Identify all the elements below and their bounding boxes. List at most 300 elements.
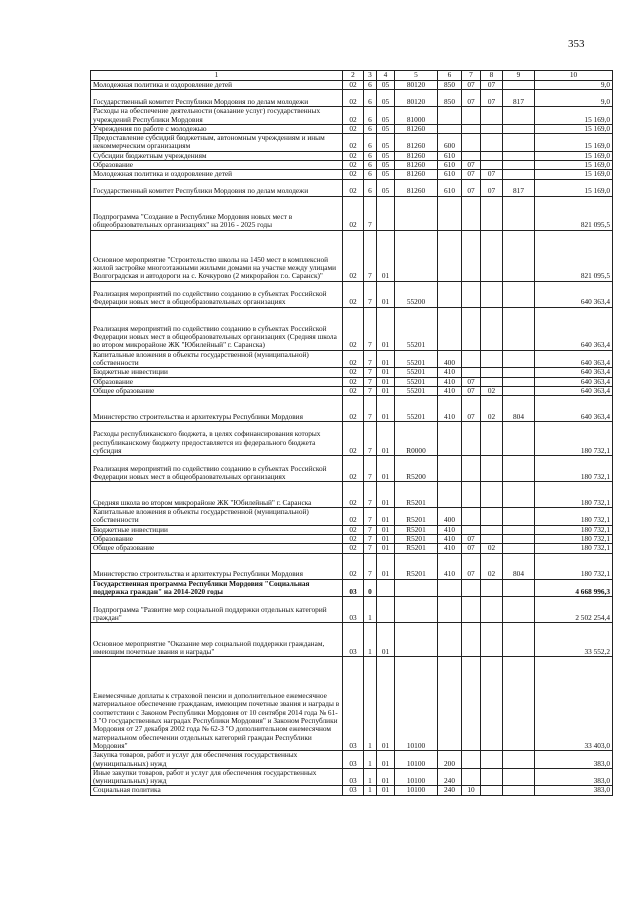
item-name-cell: Реализация мероприятий по содействию созданию в субъектах Российской Федерации новых мест в общеобразовательных организациях [91,456,343,482]
ministry-code-cell [503,508,535,526]
item-name-cell: Государственная программа Республики Мордовия "Социальная поддержка граждан" на 2014-2020 годы [91,579,343,597]
table-row [91,482,613,508]
target-code-cell: 81260 [395,134,438,152]
program-code-cell: 7 [364,508,377,526]
ministry-code-cell [503,134,535,152]
item-name-cell: Министерство строительства и архитектуры Республики Мордовия [91,396,343,422]
item-name-cell: Иные закупки товаров, работ и услуг для обеспечения государственных (муниципальных) нужд [91,768,343,786]
subprogram-code-cell: 01 [377,456,395,482]
program-code-cell: 1 [364,597,377,623]
expense-type-cell: 610 [438,179,462,196]
ministry-code-cell [503,657,535,751]
program-code-cell: 7 [364,368,377,377]
expense-type-cell [438,107,462,125]
program-code-cell: 7 [364,482,377,508]
amount-cell: 9,0 [535,90,613,107]
subprogram-code-cell: 01 [377,368,395,377]
subprogram-code-cell: 01 [377,525,395,534]
ministry-code-cell [503,170,535,179]
section-code-cell: 02 [343,508,364,526]
subdivision-cell: 02 [481,386,503,395]
division-cell: 07 [462,170,481,179]
item-name-cell: Подпрограмма "Создание в Республике Мордовия новых мест в общеобразовательных организациях" на 2016 - 2025 годы [91,196,343,230]
subprogram-code-cell: 01 [377,422,395,456]
table-row [91,786,613,795]
program-code-cell: 7 [364,544,377,553]
table-row [91,307,613,350]
program-code-cell: 7 [364,386,377,395]
expense-type-cell [438,597,462,623]
subdivision-cell [481,151,503,160]
expense-type-cell: 410 [438,553,462,579]
subdivision-cell [481,377,503,386]
section-code-cell: 02 [343,124,364,133]
table-row [91,230,613,281]
target-code-cell: R5201 [395,544,438,553]
subdivision-cell [481,350,503,368]
target-code-cell: 55201 [395,307,438,350]
subdivision-cell [481,230,503,281]
ministry-code-cell [503,281,535,307]
section-code-cell: 02 [343,386,364,395]
item-name-cell: Молодежная политика и оздоровление детей [91,170,343,179]
subprogram-code-cell: 01 [377,786,395,795]
expense-type-cell: 400 [438,350,462,368]
target-code-cell: R5200 [395,456,438,482]
table-row [91,768,613,786]
division-cell: 07 [462,386,481,395]
ministry-code-cell: 817 [503,90,535,107]
target-code-cell: 10100 [395,751,438,769]
program-code-cell: 6 [364,134,377,152]
section-code-cell: 02 [343,396,364,422]
subdivision-cell [481,623,503,657]
section-code-cell: 02 [343,107,364,125]
ministry-code-cell [503,196,535,230]
amount-cell: 180 732,1 [535,553,613,579]
target-code-cell: 81260 [395,161,438,170]
division-cell: 07 [462,377,481,386]
amount-cell: 15 169,0 [535,179,613,196]
subprogram-code-cell: 01 [377,396,395,422]
section-code-cell: 02 [343,81,364,90]
table-row [91,179,613,196]
item-name-cell: Ежемесячные доплаты к страховой пенсии и дополнительное ежемесячное материальное обеспечение гражданам, имеющим почетные звания и награды в соответствии с Законом Республики Мордовия от 10 сентября 2014 года № 61-З "О государственных наградах Республики Мордовия" и Законом Республики Мордовия от 27 декабря 2002 года № 62-З "О дополнительном ежемесячном материальном обеспечении отдельных категорий граждан Республики Мордовия" [91,657,343,751]
program-code-cell: 6 [364,179,377,196]
subdivision-cell [481,786,503,795]
target-code-cell: R5201 [395,553,438,579]
section-code-cell: 02 [343,281,364,307]
division-cell [462,151,481,160]
table-row [91,525,613,534]
section-code-cell: 03 [343,623,364,657]
header-row [91,71,613,81]
amount-cell: 640 363,4 [535,396,613,422]
target-code-cell: 81260 [395,170,438,179]
division-cell [462,368,481,377]
item-name-cell: Министерство строительства и архитектуры Республики Мордовия [91,553,343,579]
section-code-cell: 03 [343,579,364,597]
subprogram-code-cell: 05 [377,134,395,152]
program-code-cell: 7 [364,553,377,579]
expense-type-cell [438,657,462,751]
ministry-code-cell [503,456,535,482]
amount-cell: 180 732,1 [535,482,613,508]
target-code-cell: 55201 [395,386,438,395]
target-code-cell: R5201 [395,508,438,526]
division-cell: 07 [462,535,481,544]
target-code-cell: 55201 [395,368,438,377]
subprogram-code-cell: 01 [377,482,395,508]
table-row [91,422,613,456]
program-code-cell: 7 [364,456,377,482]
table-row [91,508,613,526]
section-code-cell: 02 [343,456,364,482]
target-code-cell [395,623,438,657]
subdivision-cell: 07 [481,179,503,196]
target-code-cell: 80120 [395,81,438,90]
table-row [91,90,613,107]
subprogram-code-cell: 01 [377,386,395,395]
program-code-cell: 1 [364,768,377,786]
amount-cell: 180 732,1 [535,535,613,544]
item-name-cell: Капитальные вложения в объекты государственной (муниципальной) собственности [91,350,343,368]
expense-type-cell [438,482,462,508]
ministry-code-cell [503,786,535,795]
amount-cell: 15 169,0 [535,151,613,160]
program-code-cell: 6 [364,90,377,107]
subdivision-cell [481,525,503,534]
subprogram-code-cell: 01 [377,230,395,281]
section-code-cell: 03 [343,751,364,769]
subdivision-cell [481,196,503,230]
table-row [91,134,613,152]
amount-cell: 180 732,1 [535,508,613,526]
item-name-cell: Государственный комитет Республики Мордовия по делам молодежи [91,90,343,107]
subdivision-cell [481,281,503,307]
ministry-code-cell [503,307,535,350]
ministry-code-cell [503,535,535,544]
ministry-code-cell [503,368,535,377]
expense-type-cell [438,230,462,281]
table-row [91,350,613,368]
table-row [91,196,613,230]
ministry-code-cell [503,124,535,133]
target-code-cell [395,230,438,281]
amount-cell: 383,0 [535,786,613,795]
section-code-cell: 02 [343,307,364,350]
item-name-cell: Образование [91,377,343,386]
section-code-cell: 02 [343,196,364,230]
target-code-cell: 10100 [395,786,438,795]
table-row [91,657,613,751]
ministry-code-cell [503,386,535,395]
item-name-cell: Образование [91,161,343,170]
amount-cell: 15 169,0 [535,124,613,133]
division-cell [462,281,481,307]
ministry-code-cell [503,151,535,160]
amount-cell: 33 403,0 [535,657,613,751]
program-code-cell: 6 [364,107,377,125]
ministry-code-cell [503,579,535,597]
division-cell [462,508,481,526]
item-name-cell: Бюджетные инвестиции [91,525,343,534]
division-cell: 07 [462,544,481,553]
target-code-cell: 55201 [395,377,438,386]
division-cell [462,525,481,534]
table-row [91,579,613,597]
item-name-cell: Средняя школа во втором микрорайоне ЖК "Юбилейный" г. Саранска [91,482,343,508]
target-code-cell: 55201 [395,350,438,368]
column-header: 1 [91,71,343,81]
expense-type-cell: 400 [438,508,462,526]
division-cell [462,422,481,456]
target-code-cell [395,579,438,597]
target-code-cell: 10100 [395,768,438,786]
subprogram-code-cell: 05 [377,151,395,160]
section-code-cell: 02 [343,553,364,579]
amount-cell: 2 502 254,4 [535,597,613,623]
item-name-cell: Общее образование [91,544,343,553]
division-cell [462,230,481,281]
table-row [91,456,613,482]
target-code-cell: 81000 [395,107,438,125]
division-cell [462,597,481,623]
ministry-code-cell [503,81,535,90]
subprogram-code-cell: 01 [377,350,395,368]
column-header: 8 [481,71,503,81]
subprogram-code-cell: 01 [377,508,395,526]
section-code-cell: 02 [343,151,364,160]
target-code-cell [395,196,438,230]
item-name-cell: Закупка товаров, работ и услуг для обеспечения государственных (муниципальных) нужд [91,751,343,769]
item-name-cell: Государственный комитет Республики Мордовия по делам молодежи [91,179,343,196]
item-name-cell: Капитальные вложения в объекты государственной (муниципальной) собственности [91,508,343,526]
subdivision-cell: 02 [481,544,503,553]
expense-type-cell: 410 [438,386,462,395]
target-code-cell: R5201 [395,535,438,544]
target-code-cell: 80120 [395,90,438,107]
subdivision-cell [481,422,503,456]
division-cell [462,579,481,597]
subprogram-code-cell: 01 [377,281,395,307]
section-code-cell: 02 [343,230,364,281]
expense-type-cell: 600 [438,134,462,152]
table-row [91,368,613,377]
subprogram-code-cell [377,579,395,597]
program-code-cell: 7 [364,525,377,534]
division-cell [462,768,481,786]
subdivision-cell: 07 [481,90,503,107]
subprogram-code-cell [377,196,395,230]
amount-cell: 9,0 [535,81,613,90]
section-code-cell: 02 [343,368,364,377]
subdivision-cell: 07 [481,81,503,90]
target-code-cell: R5201 [395,525,438,534]
division-cell [462,657,481,751]
division-cell [462,196,481,230]
ministry-code-cell [503,161,535,170]
subdivision-cell [481,482,503,508]
program-code-cell: 7 [364,377,377,386]
section-code-cell: 02 [343,377,364,386]
ministry-code-cell [503,751,535,769]
program-code-cell: 1 [364,786,377,795]
section-code-cell: 03 [343,597,364,623]
section-code-cell: 02 [343,535,364,544]
item-name-cell: Расходы республиканского бюджета, в целях софинансирования которых республиканскому бюджету предоставляется из федерального бюджета субсидия [91,422,343,456]
program-code-cell: 7 [364,196,377,230]
program-code-cell: 7 [364,422,377,456]
subprogram-code-cell: 01 [377,377,395,386]
target-code-cell: 55200 [395,281,438,307]
subprogram-code-cell: 01 [377,657,395,751]
subprogram-code-cell: 05 [377,161,395,170]
table-row [91,151,613,160]
section-code-cell: 03 [343,657,364,751]
amount-cell: 180 732,1 [535,422,613,456]
subprogram-code-cell: 01 [377,535,395,544]
division-cell: 07 [462,90,481,107]
program-code-cell: 7 [364,281,377,307]
item-name-cell: Образование [91,535,343,544]
subdivision-cell [481,107,503,125]
target-code-cell: 81260 [395,179,438,196]
amount-cell: 15 169,0 [535,107,613,125]
ministry-code-cell [503,350,535,368]
division-cell [462,124,481,133]
amount-cell: 15 169,0 [535,134,613,152]
subprogram-code-cell: 01 [377,544,395,553]
subprogram-code-cell: 05 [377,107,395,125]
table-row [91,386,613,395]
subdivision-cell [481,751,503,769]
expense-type-cell: 850 [438,90,462,107]
item-name-cell: Субсидии бюджетным учреждениям [91,151,343,160]
section-code-cell: 02 [343,544,364,553]
program-code-cell: 7 [364,230,377,281]
program-code-cell: 0 [364,579,377,597]
amount-cell: 180 732,1 [535,456,613,482]
subprogram-code-cell: 05 [377,90,395,107]
item-name-cell: Расходы на обеспечение деятельности (оказание услуг) государственных учреждений Республики Мордовия [91,107,343,125]
section-code-cell: 02 [343,482,364,508]
subdivision-cell [481,535,503,544]
subdivision-cell: 02 [481,553,503,579]
section-code-cell: 02 [343,161,364,170]
target-code-cell [395,597,438,623]
section-code-cell: 02 [343,350,364,368]
amount-cell: 640 363,4 [535,368,613,377]
section-code-cell: 03 [343,786,364,795]
expense-type-cell: 410 [438,544,462,553]
amount-cell: 640 363,4 [535,377,613,386]
expense-type-cell [438,281,462,307]
item-name-cell: Предоставление субсидий бюджетным, автономным учреждениям и иным некоммерческим организациям [91,134,343,152]
column-header: 10 [535,71,613,81]
ministry-code-cell [503,597,535,623]
column-header: 5 [395,71,438,81]
ministry-code-cell [503,544,535,553]
subprogram-code-cell [377,597,395,623]
expense-type-cell [438,456,462,482]
section-code-cell: 02 [343,90,364,107]
subprogram-code-cell: 05 [377,179,395,196]
amount-cell: 15 169,0 [535,161,613,170]
expense-type-cell [438,579,462,597]
item-name-cell: Учреждения по работе с молодежью [91,124,343,133]
division-cell: 07 [462,161,481,170]
table-row [91,751,613,769]
subdivision-cell [481,597,503,623]
division-cell: 07 [462,396,481,422]
subdivision-cell [481,307,503,350]
program-code-cell: 7 [364,535,377,544]
item-name-cell: Реализация мероприятий по содействию созданию в субъектах Российской Федерации новых мест в общеобразовательных организациях (Средняя школа во втором микрорайоне ЖК "Юбилейный" г. Саранска) [91,307,343,350]
section-code-cell: 02 [343,170,364,179]
subdivision-cell [481,579,503,597]
ministry-code-cell [503,107,535,125]
subprogram-code-cell: 01 [377,553,395,579]
amount-cell: 640 363,4 [535,307,613,350]
target-code-cell: 55201 [395,396,438,422]
expense-type-cell: 240 [438,768,462,786]
expense-type-cell: 610 [438,151,462,160]
amount-cell: 180 732,1 [535,544,613,553]
division-cell: 07 [462,81,481,90]
division-cell [462,456,481,482]
division-cell: 10 [462,786,481,795]
table-row [91,544,613,553]
division-cell [462,107,481,125]
program-code-cell: 1 [364,751,377,769]
column-header: 6 [438,71,462,81]
division-cell [462,482,481,508]
ministry-code-cell: 804 [503,396,535,422]
ministry-code-cell [503,422,535,456]
table-row [91,170,613,179]
subprogram-code-cell: 01 [377,751,395,769]
budget-table [90,70,613,796]
expense-type-cell [438,196,462,230]
program-code-cell: 7 [364,307,377,350]
section-code-cell: 03 [343,768,364,786]
division-cell [462,751,481,769]
expense-type-cell: 410 [438,396,462,422]
division-cell [462,350,481,368]
table-row [91,107,613,125]
amount-cell: 15 169,0 [535,170,613,179]
program-code-cell: 6 [364,81,377,90]
subprogram-code-cell: 05 [377,81,395,90]
expense-type-cell: 610 [438,170,462,179]
subdivision-cell [481,456,503,482]
ministry-code-cell [503,525,535,534]
section-code-cell: 02 [343,179,364,196]
program-code-cell: 6 [364,170,377,179]
expense-type-cell: 610 [438,161,462,170]
division-cell: 07 [462,179,481,196]
subdivision-cell [481,508,503,526]
table-row [91,597,613,623]
expense-type-cell [438,422,462,456]
table-row [91,623,613,657]
ministry-code-cell [503,482,535,508]
table-row [91,553,613,579]
amount-cell: 33 552,2 [535,623,613,657]
column-header: 3 [364,71,377,81]
column-header: 9 [503,71,535,81]
